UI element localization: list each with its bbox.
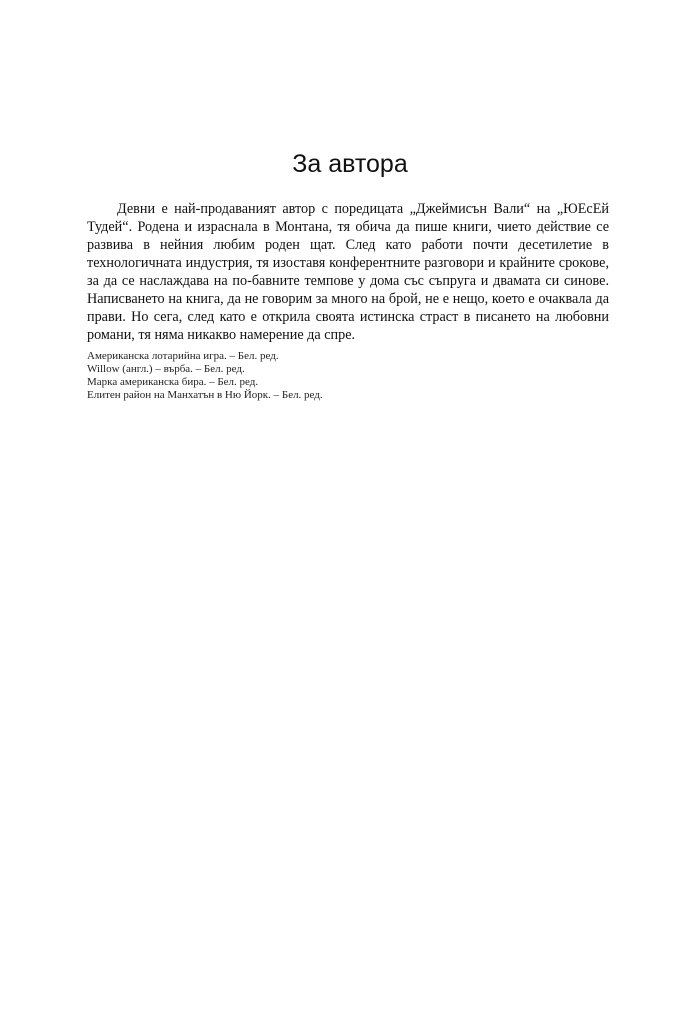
author-bio-paragraph: Девни е най-продаваният автор с поредицата „Джеймисън Вали“ на „ЮЕсЕй Тудей“. Родена и израснала в Монтана, тя обича да пише книги, чието действие се развива в нейния любим роден щат. След като работи почти десетилетие в технологичната индустрия, тя изоставя конферентните разговори и крайните срокове, за да се наслаждава на по-бавните темпове у дома със съпруга и двамата си синове. Написването на книга, да не говорим за много на брой, не е нещо, което е очаквала да прави. Но сега, след като е открила своята истинска страст в писането на любовни романи, тя няма никакво намерение да спре. — [87, 201, 609, 343]
footnote: Елитен район на Манхатън в Ню Йорк. – Бел. ред. — [87, 389, 323, 401]
page-title: За автора — [292, 150, 408, 178]
footnotes-list — [87, 350, 609, 402]
footnote: Марка американска бира. – Бел. ред. — [87, 376, 259, 388]
footnote: Американска лотарийна игра. – Бел. ред. — [87, 350, 279, 362]
footnote: Willow (англ.) – върба. – Бел. ред. — [87, 363, 245, 375]
